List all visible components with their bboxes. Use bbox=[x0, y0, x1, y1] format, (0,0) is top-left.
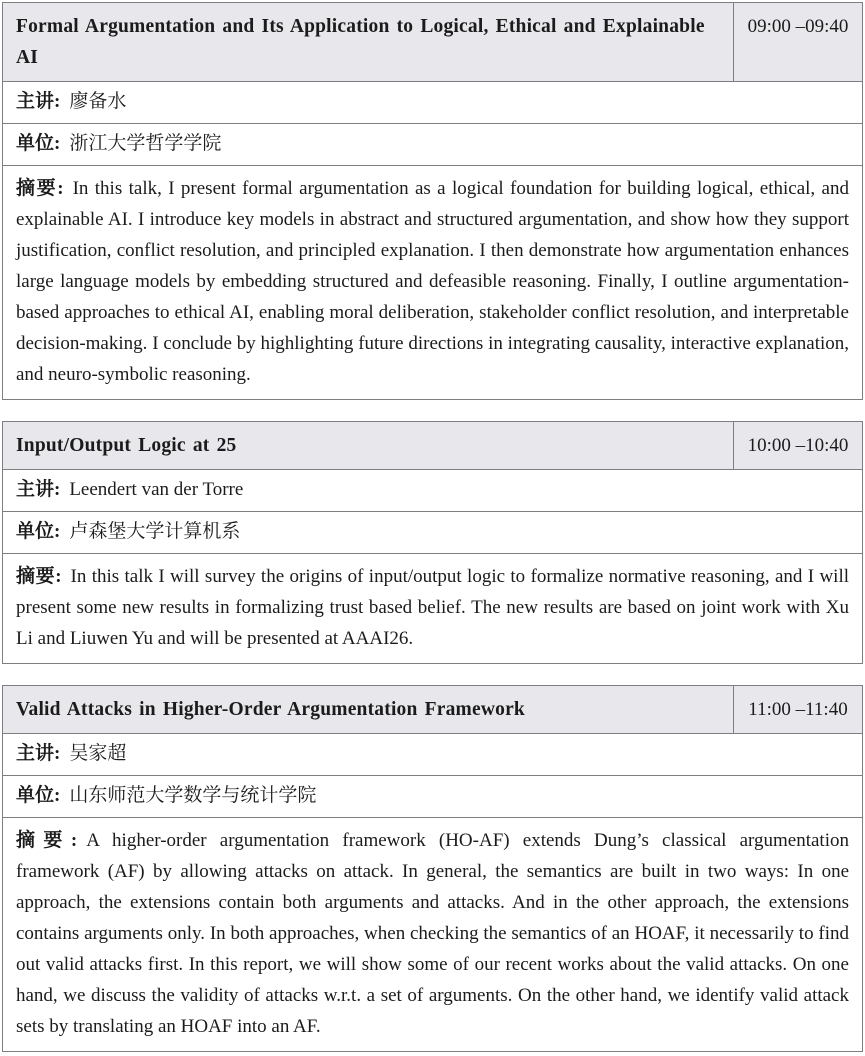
session-1-affiliation-name: 浙江大学哲学学院 bbox=[69, 133, 222, 154]
session-table-2 bbox=[2, 421, 863, 664]
session-2-header bbox=[3, 422, 862, 470]
session-2-abstract-text: In this talk I will survey the origins of input/output logic to formalize normative reasoning, and I will present some new results in formalizing trust based belief. The new results are based on joint work with Xu Li and Liuwen Yu and will be presented at AAAI26. bbox=[16, 566, 850, 649]
session-2-speaker-row bbox=[3, 470, 862, 512]
speaker-label: 主讲: bbox=[16, 91, 61, 112]
abstract-label: 摘要: bbox=[16, 566, 62, 587]
session-1-affiliation-row bbox=[3, 124, 862, 166]
session-3-title: Valid Attacks in Higher-Order Argumentation Framework bbox=[16, 699, 525, 720]
session-1-header bbox=[3, 3, 862, 82]
session-1-abstract-row bbox=[3, 166, 862, 399]
session-1-speaker-name: 廖备水 bbox=[69, 91, 127, 112]
session-table-3 bbox=[2, 685, 863, 1052]
session-3-time: 11:00 –11:40 bbox=[733, 686, 862, 733]
session-1-time: 09:00 –09:40 bbox=[733, 3, 862, 81]
speaker-label: 主讲: bbox=[16, 479, 61, 500]
session-3-speaker-row bbox=[3, 734, 862, 776]
session-2-title: Input/Output Logic at 25 bbox=[16, 435, 237, 456]
session-3-affiliation-name: 山东师范大学数学与统计学院 bbox=[69, 785, 317, 806]
session-1-speaker-row bbox=[3, 82, 862, 124]
session-3-abstract-text: A higher-order argumentation framework (HO-AF) extends Dung’s classical argumentation framework (AF) by allowing attacks on attack. In general, the semantics are built in two ways: In one approach, the extensions contain both arguments and attacks. And in the other approach, the extensions contains arguments only. In both approaches, when checking the semantics of an HOAF, it necessarily to find out valid attacks first. In this report, we will show some of our recent works about the valid attacks. On one hand, we discuss the validity of attacks w.r.t. a set of arguments. On the other hand, we identify valid attack sets by translating an HOAF into an AF. bbox=[16, 830, 849, 1037]
abstract-label: 摘要: bbox=[16, 830, 78, 851]
session-3-abstract-row bbox=[3, 818, 862, 1051]
session-2-speaker-name: Leendert van der Torre bbox=[69, 479, 244, 500]
session-2-affiliation-name: 卢森堡大学计算机系 bbox=[69, 521, 241, 542]
session-3-header bbox=[3, 686, 862, 734]
affiliation-label: 单位: bbox=[16, 785, 61, 806]
speaker-label: 主讲: bbox=[16, 743, 61, 764]
session-2-time: 10:00 –10:40 bbox=[733, 422, 862, 469]
session-2-affiliation-row bbox=[3, 512, 862, 554]
session-1-title: Formal Argumentation and Its Application to Logical, Ethical and Explainable AI bbox=[16, 16, 705, 68]
session-2-abstract-row bbox=[3, 554, 862, 663]
session-3-speaker-name: 吴家超 bbox=[69, 743, 127, 764]
affiliation-label: 单位: bbox=[16, 521, 61, 542]
abstract-label: 摘要: bbox=[16, 178, 64, 199]
session-1-abstract-text: In this talk, I present formal argumentation as a logical foundation for building logical, ethical, and explainable AI. I introduce key models in abstract and structured argumentation, and show how they support justification, conflict resolution, and principled explanation. I then demonstrate how argumentation enhances large language models by embedding structured and defeasible reasoning. Finally, I outline argumentation-based approaches to ethical AI, enabling moral deliberation, stakeholder conflict resolution, and interpretable decision-making. I conclude by highlighting future directions in integrating causality, interactive explanation, and neuro-symbolic reasoning. bbox=[16, 178, 849, 385]
session-3-affiliation-row bbox=[3, 776, 862, 818]
session-table-1 bbox=[2, 2, 863, 400]
affiliation-label: 单位: bbox=[16, 133, 61, 154]
